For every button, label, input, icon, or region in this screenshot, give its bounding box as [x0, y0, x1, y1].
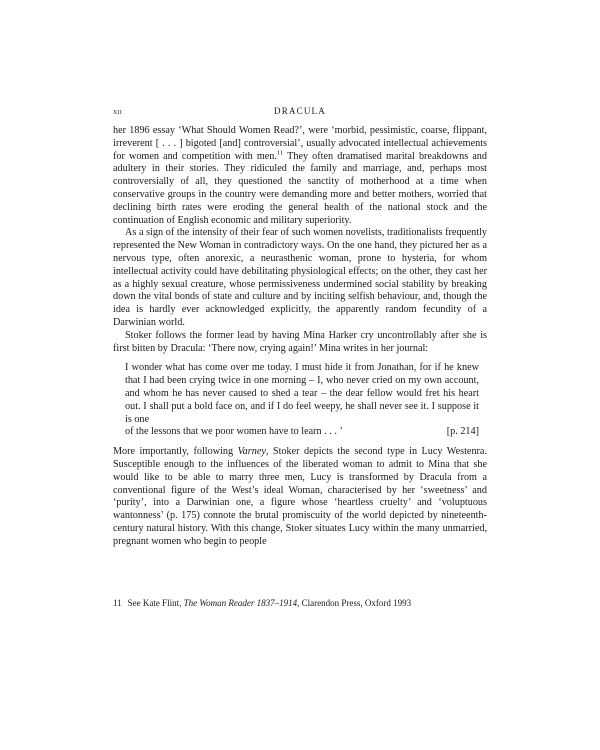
footnote — [113, 598, 487, 609]
paragraph-4-italic-title: Varney — [237, 446, 266, 458]
footnote-number: 11 — [113, 598, 122, 608]
paragraph-4 — [113, 446, 487, 548]
footnote-text-b: , Clarendon Press, Oxford 1993 — [297, 598, 412, 608]
paragraph-3: Stoker follows the former lead by having Mina Harker cry uncontrollably after she is first bitten by Dracula: ‘There now, crying again!’ Mina writes in her journal: — [113, 329, 487, 354]
paragraph-1-text-b: They often dramatised marital breakdowns and adultery in their stories. They ridiculed the family and marriage, and, perhaps most controversially of all, they questioned the sanctity of motherhood at a time when conservative groups in the country were demanding more and better mothers, worried that declining birth rates were eroding the general health of the national stock and the continuation of English economic and military superiority. — [113, 150, 487, 226]
paragraph-4-text-a: More importantly, following — [113, 446, 238, 458]
footnote-text-a: See Kate Flint, — [127, 598, 184, 608]
block-quote-last-line — [125, 426, 479, 439]
page-body — [113, 106, 487, 549]
block-quote-ending: of the lessons that we poor women have to learn . . . ’ — [125, 426, 343, 438]
block-quote — [125, 362, 479, 439]
paragraph-1-text-a: her 1896 essay ‘What Should Women Read?’, were ‘morbid, pessimistic, coarse, flippant, irreverent [ . . . ] bigoted [and] controversial’, usually advocated intellectual achievements for women and competition with men. — [113, 125, 487, 162]
footnote-reference[interactable]: 11 — [276, 149, 284, 157]
paragraph-2: As a sign of the intensity of their fear of such women novelists, traditionalists frequently represented the New Woman in contradictory ways. On the one hand, they pictured her as a nervous type, often anorexic, a neurasthenic woman, prone to hysteria, for whom intellectual activity could have debilitating physiological effects; on the other, they cast her as a highly sexual creature, whose permissiveness undermined social stability by breaking down the vital bonds of state and culture and by inciting selfish behaviour, and, though the idea is hardly ever acknowledged explicitly, the apparently random fecundity of a Darwinian world. — [113, 227, 487, 328]
page-number: xii — [113, 106, 123, 116]
block-quote-text: I wonder what has come over me today. I must hide it from Jonathan, for if he knew that I had been crying twice in one morning – I, who never cried on my own account, and whom he has never caused to shed a tear – the dear fellow would fret his heart out. I shall put a bold face on, and if I do feel weepy, he shall never see it. I suppose it is one — [125, 362, 479, 425]
footnote-book-title: The Woman Reader 1837–1914 — [183, 598, 298, 608]
running-title: DRACULA — [274, 106, 326, 116]
paragraph-4-text-b: , Stoker depicts the second type in Lucy Westenra. Susceptible enough to the influences of the liberated woman to admit to Mina that she would like to be able to marry three men, Lucy is transformed by Dracula from a conventional figure of the West’s ideal Woman, characterised by her ‘sweetness’ and ‘purity’, into a Darwinian one, a figure whose ‘heartless cruelty’ and ‘voluptuous wantonness’ (p. 175) connote the brutal promiscuity of the world depicted by nineteenth-century natural history. With this change, Stoker situates Lucy within the many unmarried, pregnant women who begin to people — [113, 446, 487, 547]
block-quote-page-reference: [p. 214] — [446, 426, 479, 438]
running-head — [113, 106, 487, 120]
paragraph-1 — [113, 125, 487, 227]
